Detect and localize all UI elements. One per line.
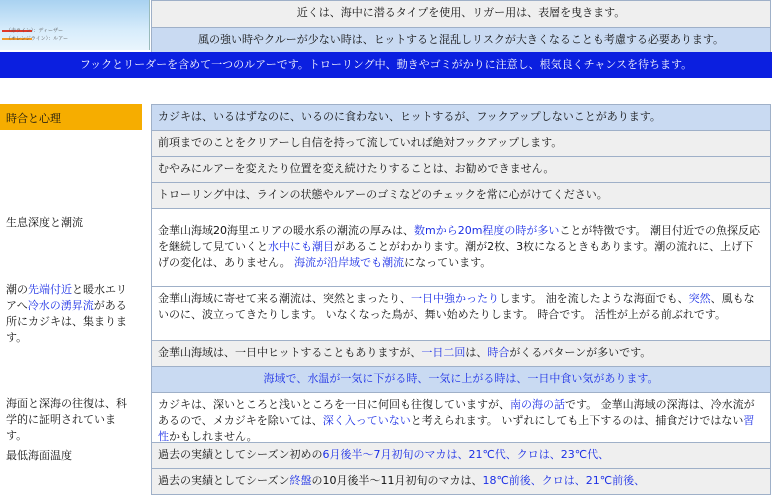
text-seg: は、 (465, 346, 488, 359)
row-water-temp-note: 海域で、水温が一気に下がる時、一気に上がる時は、一日中食い気があります。 (151, 366, 771, 392)
highlight-text: 一日二回 (421, 346, 466, 359)
highlight-text: 時合 (487, 346, 510, 359)
highlight-text: 海流が沿岸域でも潮流 (294, 256, 405, 269)
text-seg: 金華山海域は、一日中ヒットすることもありますが、 (158, 346, 422, 359)
legend-red: （赤ライン）：ディーザー (6, 28, 63, 34)
label-current-tip (0, 280, 142, 344)
row-diving-lure: 近くは、海中に潜るタイプを使用、リガー用は、表層を曳きます。 (151, 0, 771, 27)
lure-diagram-image (0, 0, 150, 50)
row-timing-3: むやみにルアーを変えたり位置を変え続けたりすることは、お勧めできません。 (151, 156, 771, 182)
text-seg: がくるパターンが多いです。 (509, 346, 652, 359)
text-seg: の10月後半〜11月初旬のマカは、 (311, 474, 483, 487)
label-timing-psychology: 時合と心理 (0, 104, 142, 130)
text-seg: があることがわかります。潮が2枚、3枚になるときもあります。潮の流れに、上げ下げの変化は、ありません。 (158, 240, 754, 269)
text-seg: 金華山海域に寄せて来る潮流は、突然とまったり、 (158, 292, 411, 305)
highlight-text: 一日中強かったり (411, 292, 499, 305)
row-season-start-temp (151, 442, 771, 468)
highlight-text: 18℃前後、クロは、21℃前後、 (482, 474, 646, 487)
highlight-text: 6月後半〜7月初旬のマカは、21℃代、クロは、23℃代、 (322, 448, 610, 461)
highlight-text: 水中にも潮目 (268, 240, 334, 253)
highlight-text: 習性 (158, 414, 755, 442)
text-seg: 過去の実績としてシーズン初めの (158, 448, 323, 461)
text-seg: 過去の実績としてシーズン (158, 474, 290, 487)
row-surface-deep (151, 392, 771, 442)
row-timing-2: 前項までのことをクリアーし自信を持って流していれば絶対フックアップします。 (151, 130, 771, 156)
banner-hook-leader: フックとリーダーを含めて一つのルアーです。トローリング中、動きやゴミがかりに注意し、根気良くチャンスを待ちます。 (0, 52, 772, 78)
legend-orange: （オレンジライン）：ルアー (6, 36, 68, 42)
highlight-text: 深く入っていない (322, 414, 411, 427)
highlight-text: 突然 (688, 292, 711, 305)
label-min-sea-temp: 最低海面温度 (6, 449, 72, 462)
row-season-end-temp (151, 468, 771, 495)
label-surface-deep: 海面と深海の往復は、科学的に証明されています。 (6, 397, 127, 442)
text-seg: カジキは、深いところと浅いところを一日に何回も往復していますが、 (158, 398, 510, 411)
text-seg: 、風もないのに、波立ってきたりします。 いなくなった鳥が、舞い始めたりします。 時合です。 活性が上がる前ぶれです。 (158, 292, 755, 321)
highlight-text: 南の海の話 (510, 398, 565, 411)
text-seg: します。 油を流したような海面でも、 (499, 292, 689, 305)
text-seg: かもしれません。 (169, 430, 258, 442)
label-depth-current: 生息深度と潮流 (6, 216, 83, 229)
highlight-text: 終盤 (289, 474, 312, 487)
text-seg: です。 金華山海域の深海は、冷水流があるので、メカジキを除いては、 (158, 398, 755, 427)
highlight-text: 冷水の湧昇流 (27, 299, 94, 312)
row-current-change (151, 286, 771, 340)
row-wind-risk: 風の強い時やクルーが少ない時は、ヒットすると混乱しリスクが大きくなることも考慮する必要あります。 (151, 27, 771, 52)
text-seg: と考えられます。 いずれにしても上下するのは、捕食だけではない (410, 414, 744, 427)
text-seg: と暖水エリアへ (6, 283, 127, 312)
text-seg: 潮の (6, 283, 28, 296)
row-depth-current (151, 208, 771, 286)
text-seg: がある所にカジキは、集まります。 (6, 299, 127, 344)
row-twice-a-day (151, 340, 771, 366)
text-seg: ことが特徴です。 潮目付近での魚探反応を継続して見ていくと (158, 224, 761, 253)
highlight-text: 数mから20m程度の時が多い (414, 224, 560, 237)
row-timing-4: トローリング中は、ラインの状態やルアーのゴミなどのチェックを常に心がけてください。 (151, 182, 771, 208)
text-seg: になっています。 (404, 256, 492, 269)
highlight-text: 先端付近 (28, 283, 72, 296)
text-seg: 金華山海域20海里エリアの暖水系の潮流の厚みは、 (158, 224, 414, 237)
row-timing-1: カジキは、いるはずなのに、いるのに食わない、ヒットするが、フックアップしないことがあります。 (151, 104, 771, 130)
